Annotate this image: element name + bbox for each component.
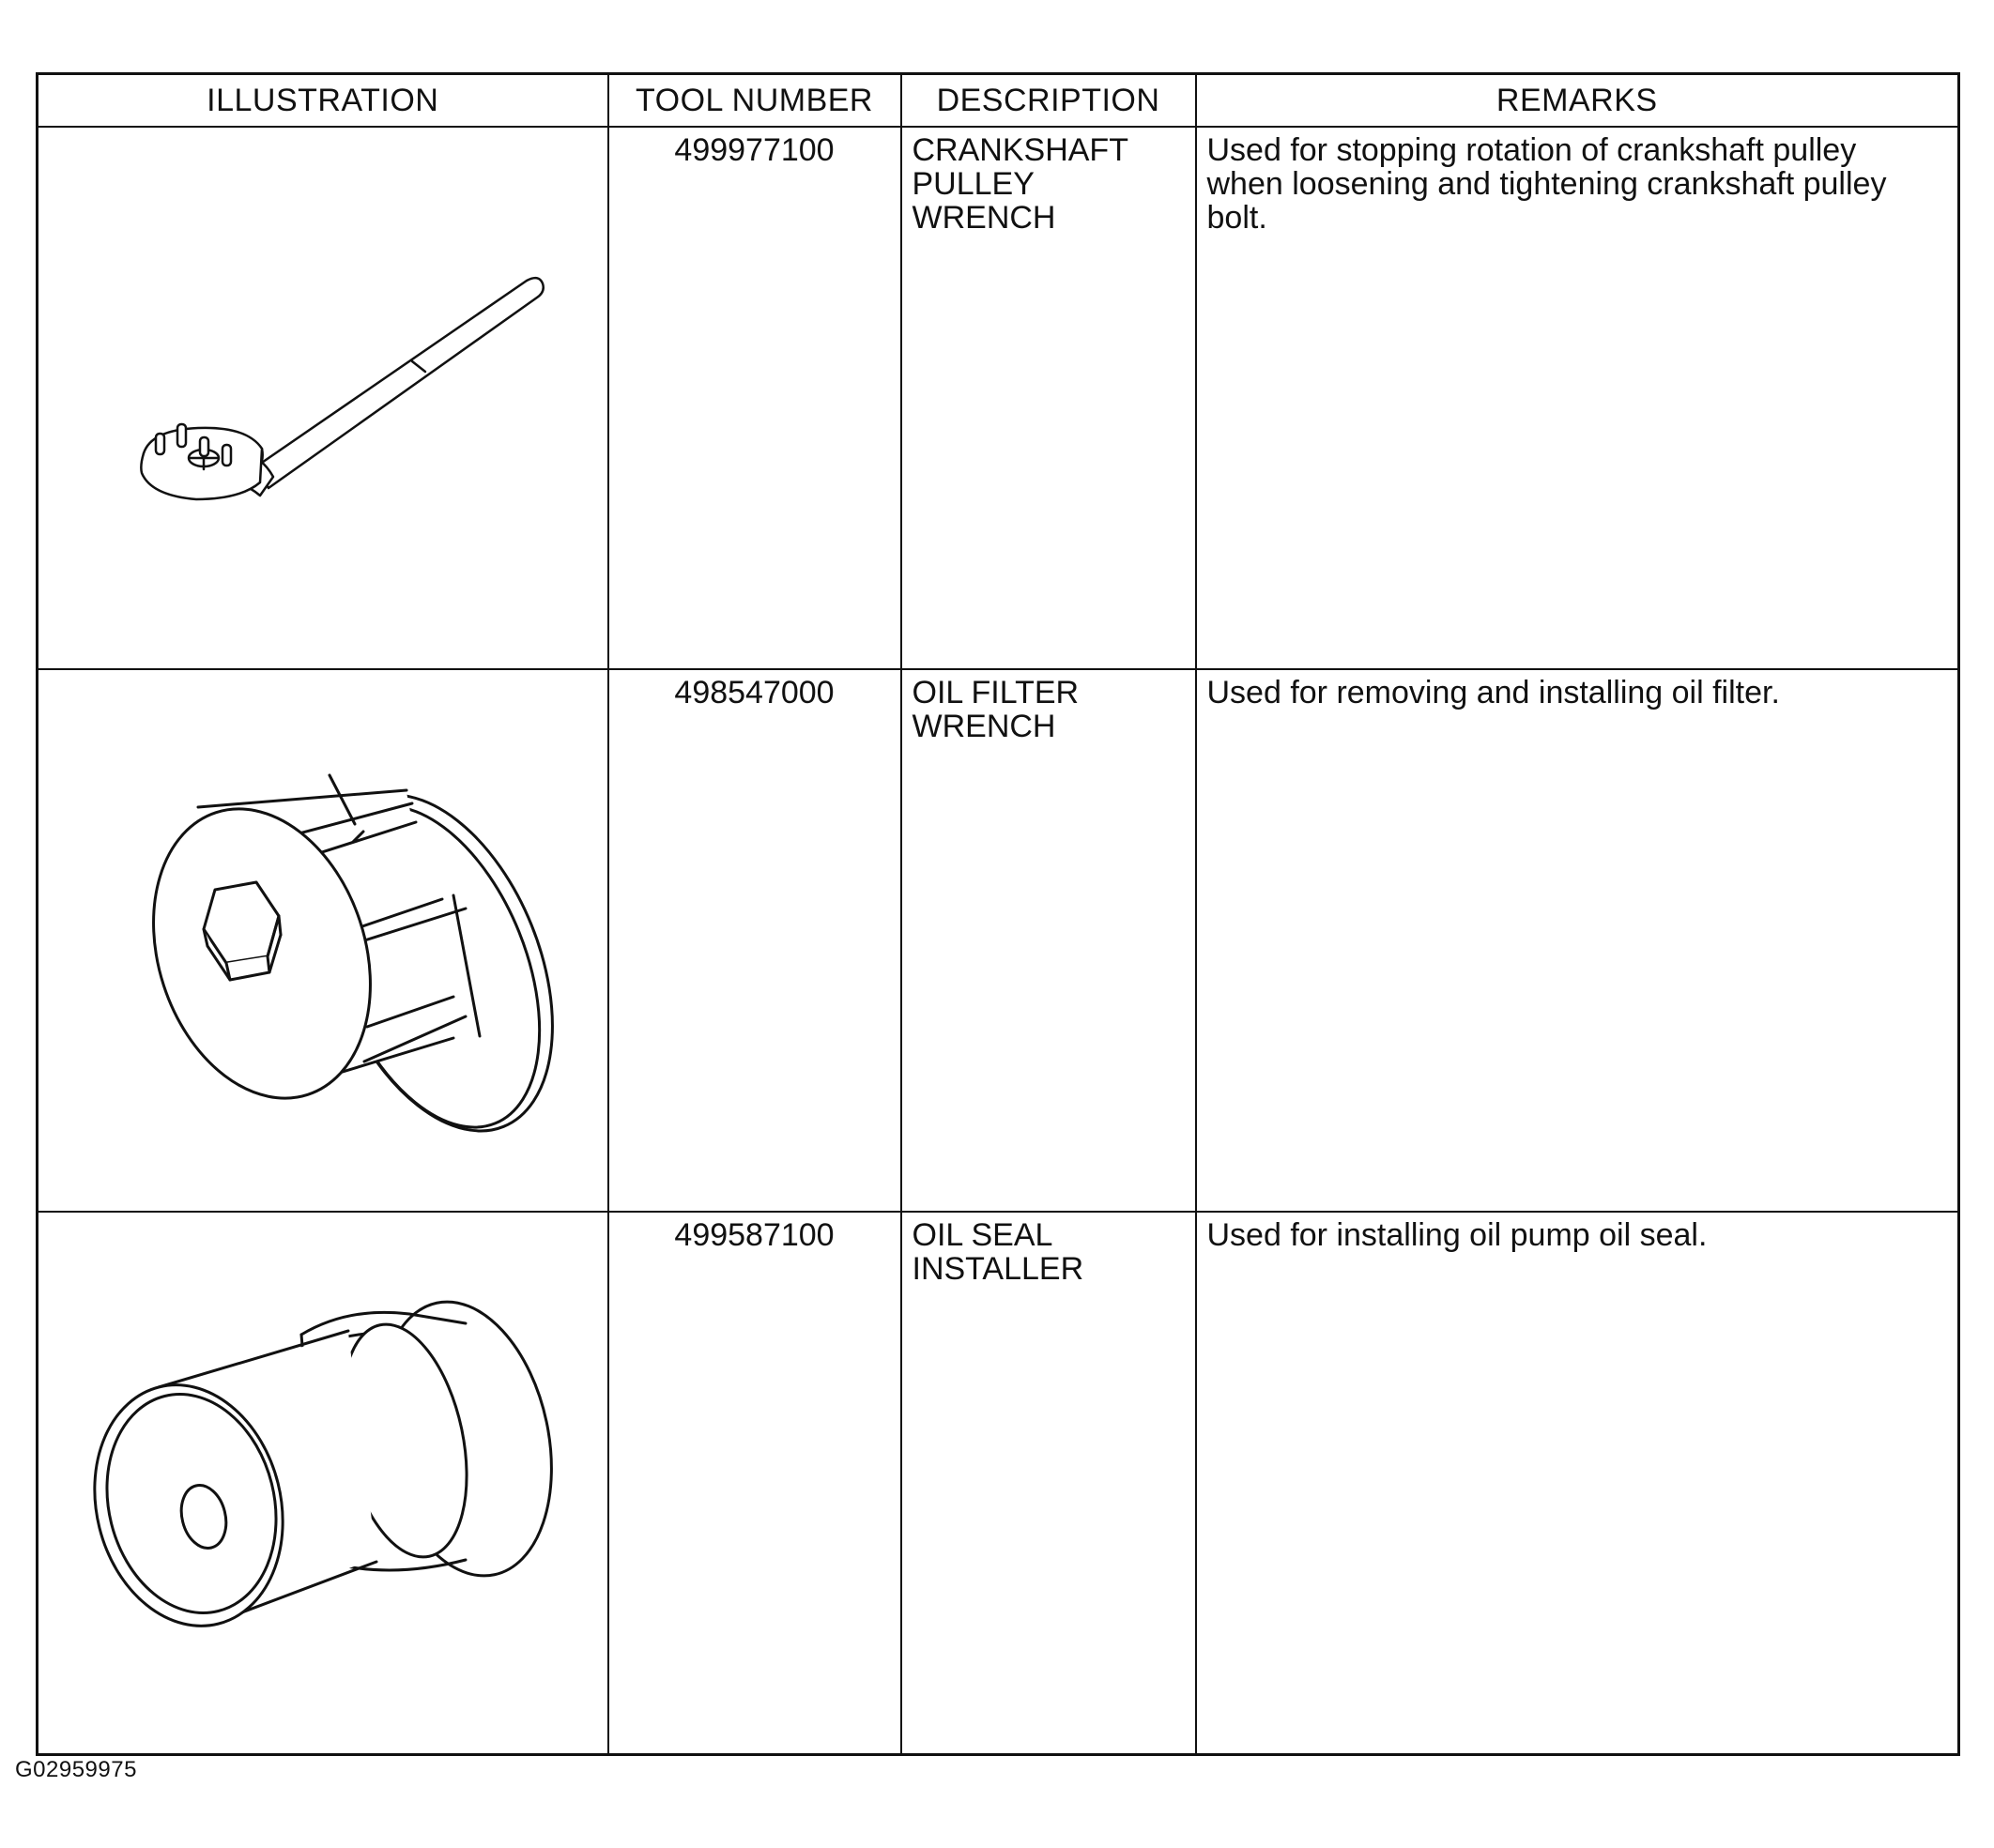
crankshaft-pulley-wrench-icon [38,128,609,663]
tool-number-cell: 499977100 [608,127,901,669]
oil-seal-installer-icon [38,1213,609,1748]
header-description: DESCRIPTION [901,74,1196,128]
table-row [38,1212,1959,1755]
remarks-text: Used for removing and installing oil filter. [1206,675,1780,710]
header-row [38,74,1959,128]
illustration-cell [38,1212,608,1755]
remarks-cell [1196,1212,1959,1755]
special-tools-table [36,72,1960,1756]
table-row [38,127,1959,669]
description-text: CRANKSHAFT PULLEY WRENCH [912,132,1128,236]
illustration-cell [38,127,608,669]
description-cell [901,127,1196,669]
header-remarks: REMARKS [1196,74,1959,128]
header-illustration: ILLUSTRATION [38,74,608,128]
remarks-cell [1196,669,1959,1212]
description-cell [901,669,1196,1212]
figure-id: G02959975 [15,1757,137,1782]
description-cell [901,1212,1196,1755]
oil-filter-wrench-icon [38,670,609,1205]
remarks-text: Used for installing oil pump oil seal. [1206,1217,1708,1253]
header-tool-number: TOOL NUMBER [608,74,901,128]
tool-number-cell: 498547000 [608,669,901,1212]
remarks-cell [1196,127,1959,669]
description-text: OIL FILTER WRENCH [912,675,1080,744]
description-text: OIL SEAL INSTALLER [912,1217,1084,1287]
remarks-text: Used for stopping rotation of crankshaft pulley when loosening and tightening crankshaft pulley bolt. [1206,132,1887,236]
tool-number-cell: 499587100 [608,1212,901,1755]
illustration-cell [38,669,608,1212]
table-row [38,669,1959,1212]
